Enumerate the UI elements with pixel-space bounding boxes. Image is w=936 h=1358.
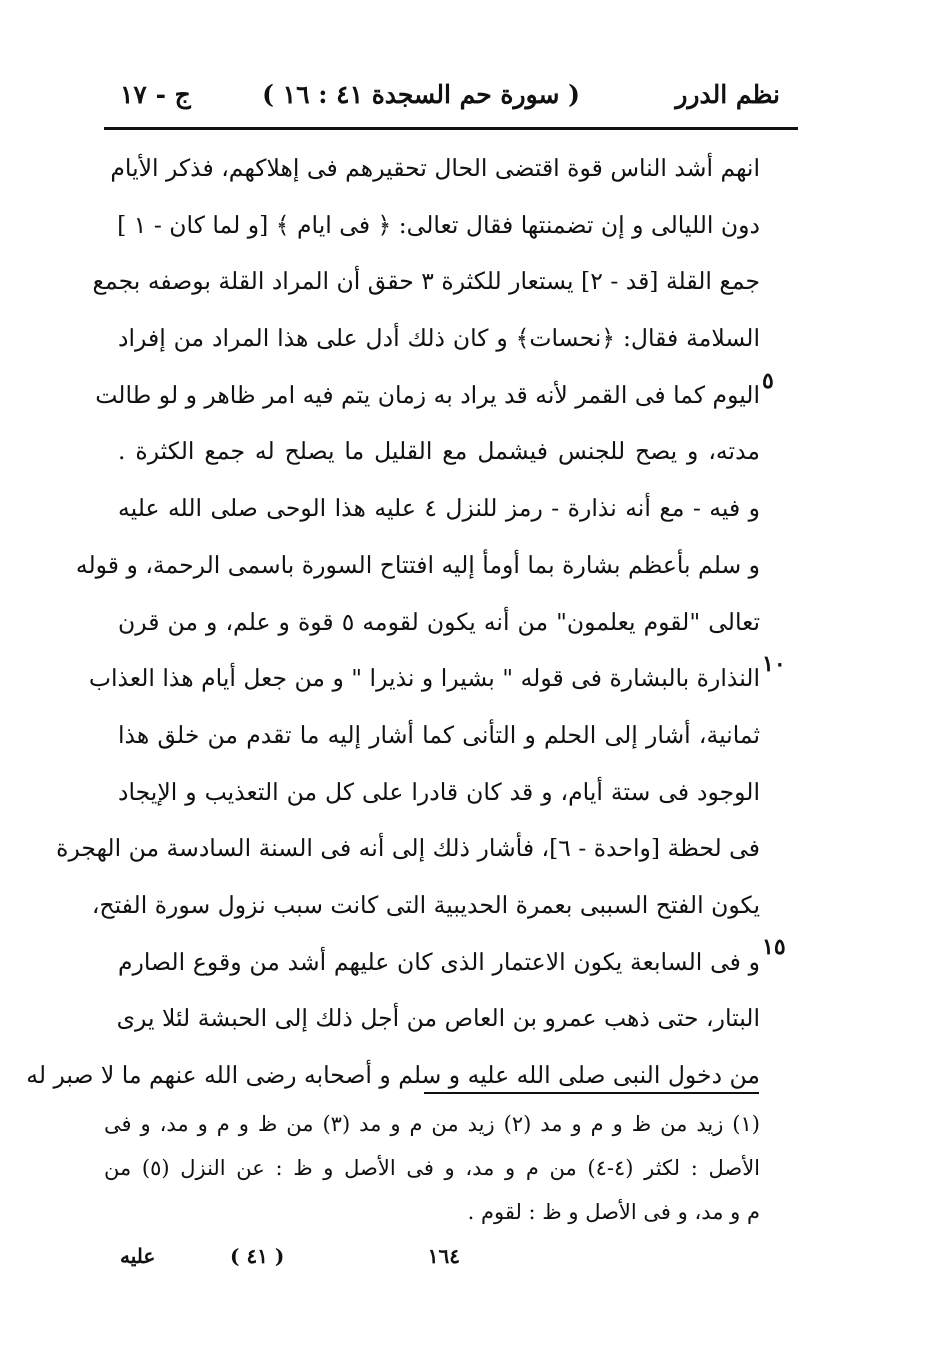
line-number-10: ١٠ xyxy=(762,651,786,677)
text-line: الوجود فى ستة أيام، و قد كان قادرا على كل من التعذيب و الإيجاد xyxy=(118,777,760,806)
line-number-15: ١٥ xyxy=(762,934,786,960)
surah-reference: ( سورة حم السجدة ٤١ : ١٦ ) xyxy=(262,80,580,109)
text-line: و فى السابعة يكون الاعتمار الذى كان عليهم أشد من وقوع الصارم xyxy=(118,947,760,976)
footnote-line: الأصل : لكثر (٤-٤) من م و مد، و فى الأصل و ظ : عن النزل (٥) من xyxy=(104,1156,761,1180)
book-title: نظم الدرر xyxy=(675,80,780,109)
text-line: ثمانية، أشار إلى الحلم و التأنى كما أشار إليه ما تقدم من خلق هذا xyxy=(118,720,760,749)
text-line: من دخول النبى صلى الله عليه و سلم و أصحابه رضى الله عنهم ما لا صبر له xyxy=(26,1061,760,1089)
page-number: ١٦٤ xyxy=(427,1244,460,1268)
text-line: و فيه - مع أنه نذارة - رمز للنزل ٤ عليه هذا الوحى صلى الله عليه xyxy=(118,494,760,523)
running-header xyxy=(120,80,780,126)
line-number-5: ٥ xyxy=(762,368,774,394)
text-line: تعالى "لقوم يعلمون" من أنه يكون لقومه ٥ قوة و علم، و من قرن xyxy=(118,607,760,636)
text-line: البتار، حتى ذهب عمرو بن العاص من أجل ذلك إلى الحبشة لئلا يرى xyxy=(116,1004,760,1033)
footnote-line: م و مد، و فى الأصل و ظ : لقوم . xyxy=(467,1200,760,1224)
text-line: مدته، و يصح للجنس فيشمل مع القليل ما يصلح له جمع الكثرة . xyxy=(118,437,760,466)
text-line: دون الليالى و إن تضمنتها فقال تعالى: ﴿ فى ايام ﴾ [و لما كان - ١ ] xyxy=(117,210,760,239)
main-text xyxy=(26,140,760,1104)
text-line: جمع القلة [قد - ٢] يستعار للكثرة ٣ حقق أن المراد القلة بوصفه بجمع xyxy=(92,267,760,296)
text-line: يكون الفتح السببى بعمرة الحديبية التى كانت سبب نزول سورة الفتح، xyxy=(91,890,760,919)
text-line: السلامة فقال: ﴿نحسات﴾ و كان ذلك أدل على هذا المراد من إفراد xyxy=(118,324,760,353)
text-line: انهم أشد الناس قوة اقتضى الحال تحقيرهم فى إهلاكهم، فذكر الأيام xyxy=(110,154,760,182)
text-line: و سلم بأعظم بشارة بما أومأ إليه افتتاح السورة باسمى الرحمة، و قوله xyxy=(75,550,760,579)
footnotes xyxy=(104,1102,760,1234)
text-line: اليوم كما فى القمر لأنه قد يراد به زمان يتم فيه امر ظاهر و لو طالت xyxy=(95,380,760,409)
catchword: عليه xyxy=(120,1244,156,1268)
volume-label: ج - ١٧ xyxy=(120,80,191,109)
header-rule xyxy=(104,127,798,130)
part-number: ( ٤١ ) xyxy=(230,1244,285,1268)
text-line: فى لحظة [واحدة - ٦]، فأشار ذلك إلى أنه فى السنة السادسة من الهجرة xyxy=(56,834,760,863)
page-footer xyxy=(110,1244,460,1284)
footnote-line: (١) زيد من ظ و م و مد (٢) زيد من م و مد (٣) من ظ و م و مد، و فى xyxy=(104,1112,760,1136)
text-line: النذارة بالبشارة فى قوله " بشيرا و نذيرا " و من جعل أيام هذا العذاب xyxy=(88,664,760,693)
footnote-rule xyxy=(424,1092,759,1094)
